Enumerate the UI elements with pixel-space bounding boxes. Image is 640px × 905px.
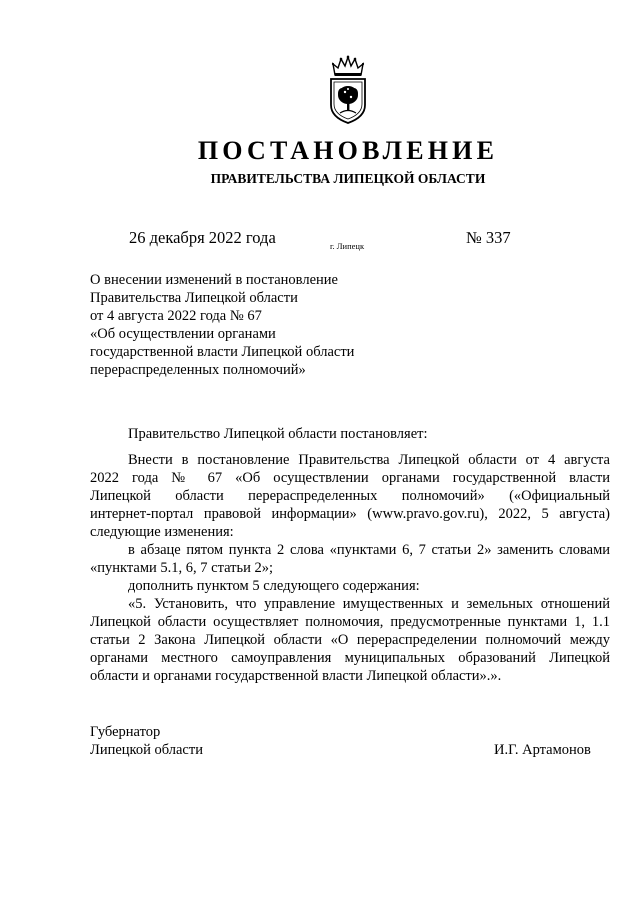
document-subtitle: ПРАВИТЕЛЬСТВА ЛИПЕЦКОЙ ОБЛАСТИ bbox=[210, 171, 486, 186]
paragraph-line: дополнить пунктом 5 следующего содержания: bbox=[128, 578, 420, 594]
paragraph-line: органами местного самоуправления муниципальных образований Липецкой bbox=[90, 650, 610, 666]
document-number: № 337 bbox=[466, 228, 511, 247]
resolution-intro: Правительство Липецкой области постановляет: bbox=[128, 426, 428, 442]
signatory-name: И.Г. Артамонов bbox=[494, 742, 591, 758]
paragraph-line: следующие изменения: bbox=[90, 524, 234, 540]
paragraph-line: области и органами государственной власти Липецкой области».». bbox=[90, 668, 502, 684]
document-title: ПОСТАНОВЛЕНИЕ bbox=[197, 136, 499, 165]
subject-line: перераспределенных полномочий» bbox=[90, 362, 306, 378]
paragraph-line: Внести в постановление Правительства Липецкой области от 4 августа bbox=[128, 452, 610, 468]
document-date: 26 декабря 2022 года bbox=[129, 228, 276, 247]
subject-line: О внесении изменений в постановление bbox=[90, 272, 338, 288]
paragraph-line: Липецкой области перераспределенных полномочий» («Официальный bbox=[90, 488, 610, 504]
document-city: г. Липецк bbox=[330, 241, 365, 251]
coat-of-arms-emblem bbox=[327, 55, 369, 125]
paragraph-line: в абзаце пятом пункта 2 слова «пунктами 6, 7 статьи 2» заменить словами bbox=[128, 542, 610, 558]
paragraph-line: 2022 года № 67 «Об осуществлении органами государственной власти bbox=[90, 470, 610, 486]
paragraph-line: «5. Установить, что управление имущественных и земельных отношений bbox=[128, 596, 610, 612]
paragraph-line: Липецкой области осуществляет полномочия, предусмотренные пунктами 1, 1.1 bbox=[90, 614, 610, 630]
subject-line: «Об осуществлении органами bbox=[90, 326, 276, 342]
subject-line: Правительства Липецкой области bbox=[90, 290, 298, 306]
paragraph-line: статьи 2 Закона Липецкой области «О перераспределении полномочий между bbox=[90, 632, 610, 648]
subject-line: государственной власти Липецкой области bbox=[90, 344, 355, 360]
position-line: Липецкой области bbox=[90, 742, 203, 758]
paragraph-line: «пунктами 5.1, 6, 7 статьи 2»; bbox=[90, 560, 274, 576]
paragraph-line: интернет-портал правовой информации» (www.pravo.gov.ru), 2022, 5 августа) bbox=[90, 506, 610, 522]
document-body bbox=[90, 425, 610, 685]
document-subject bbox=[90, 271, 354, 379]
position-line: Губернатор bbox=[90, 724, 161, 740]
subject-line: от 4 августа 2022 года № 67 bbox=[90, 308, 262, 324]
signatory-position bbox=[90, 723, 203, 759]
